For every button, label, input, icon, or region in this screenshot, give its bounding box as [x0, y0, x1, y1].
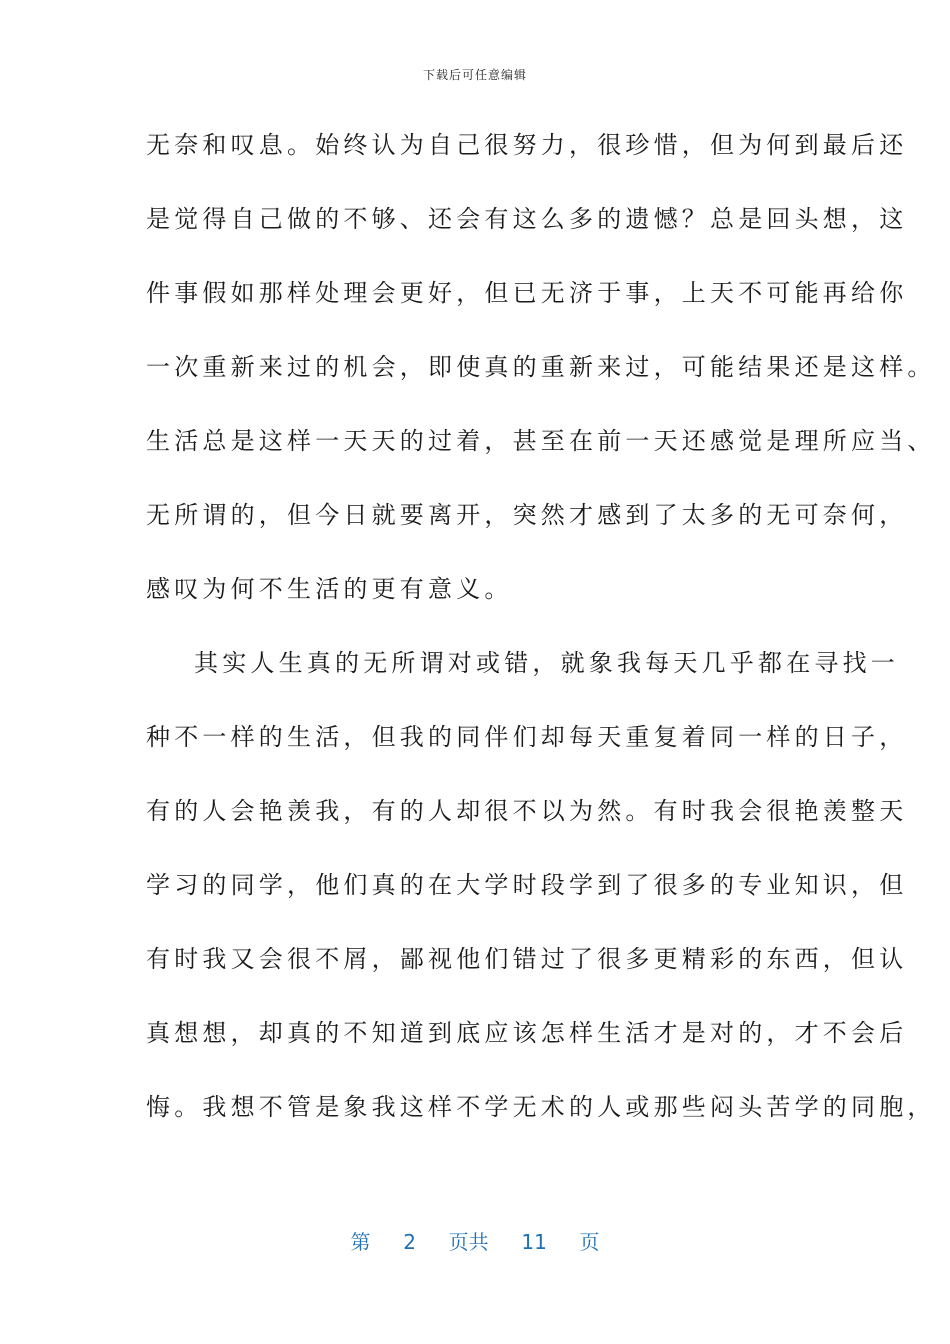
- text-line: 无奈和叹息。始终认为自己很努力，很珍惜，但为何到最后还: [146, 131, 908, 159]
- text-line: 感叹为何不生活的更有意义。: [146, 575, 513, 603]
- text-line: 生活总是这样一天天的过着，甚至在前一天还感觉是理所应当、: [146, 427, 936, 455]
- footer-prefix: 第: [350, 1230, 371, 1254]
- text-line: 真想想，却真的不知道到底应该怎样生活才是对的，才不会后: [146, 1019, 908, 1047]
- text-line-paragraph-start: 其实人生真的无所谓对或错，就象我每天几乎都在寻找一: [194, 649, 899, 677]
- text-line: 件事假如那样处理会更好，但已无济于事，上天不可能再给你: [146, 279, 908, 307]
- text-line: 种不一样的生活，但我的同伴们却每天重复着同一样的日子，: [146, 723, 908, 751]
- text-line: 有时我又会很不屑，鄙视他们错过了很多更精彩的东西，但认: [146, 945, 908, 973]
- document-body: [146, 120, 936, 1156]
- text-line: 无所谓的，但今日就要离开，突然才感到了太多的无可奈何，: [146, 501, 908, 529]
- page-footer: [0, 1226, 950, 1255]
- footer-middle: 页共: [448, 1230, 489, 1254]
- text-line: 一次重新来过的机会，即使真的重新来过，可能结果还是这样。: [146, 353, 936, 381]
- footer-suffix: 页: [579, 1230, 600, 1254]
- text-line: 是觉得自己做的不够、还会有这么多的遗憾？总是回头想，这: [146, 205, 908, 233]
- page-header: [0, 66, 950, 83]
- footer-page-number: 2: [403, 1230, 416, 1254]
- text-line: 悔。我想不管是象我这样不学无术的人或那些闷头苦学的同胞，: [146, 1093, 936, 1121]
- text-line: 学习的同学，他们真的在大学时段学到了很多的专业知识，但: [146, 871, 908, 899]
- text-line: 有的人会艳羡我，有的人却很不以为然。有时我会很艳羡整天: [146, 797, 908, 825]
- header-text: 下载后可任意编辑: [422, 68, 527, 82]
- footer-total-pages: 11: [521, 1230, 547, 1254]
